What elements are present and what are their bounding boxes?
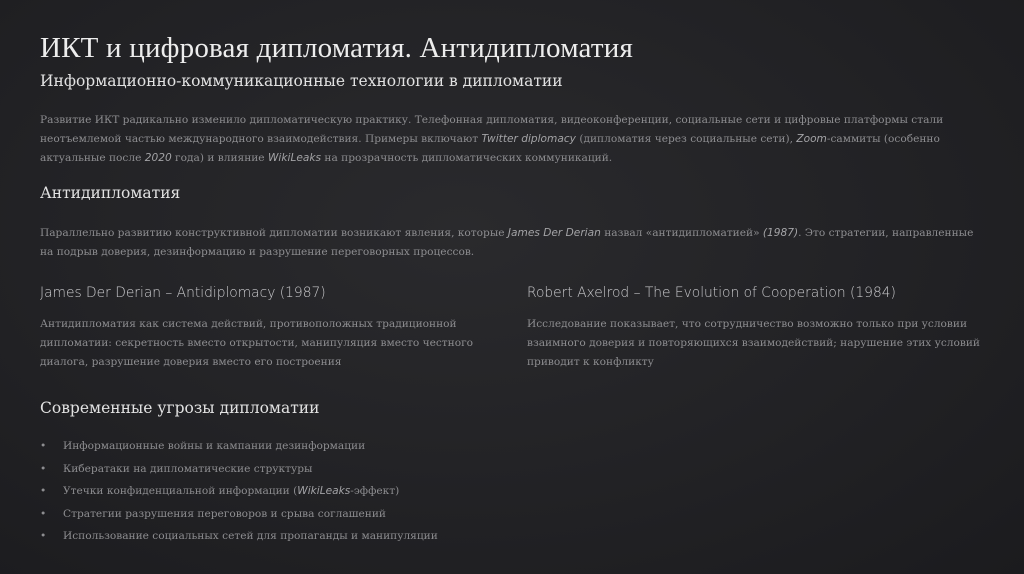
bullet: • [40,462,47,475]
threat-text: Использование социальных сетей для пропаганды и манипуляции [63,530,438,542]
threat-item [40,482,438,505]
threat-text: Информационные войны и кампании дезинформации [63,440,366,452]
threat-item [40,437,438,460]
threat-item [40,460,438,483]
slide-subtitle: Информационно-коммуникационные технологии в дипломатии [40,72,563,90]
bullet: • [40,507,47,520]
anti-emph-year: (1987) [762,227,799,239]
threats-heading: Современные угрозы дипломатии [40,399,320,417]
threat-text: Стратегии разрушения переговоров и срыва соглашений [63,507,386,520]
axelrod-text: Исследование показывает, что сотрудничество возможно только при условии взаимного доверия и повторяющихся взаимодействий; нарушение этих условий приводит к конфликту [527,318,980,368]
intro-emph-wikileaks: WikiLeaks [267,152,322,164]
intro-emph-twitter: Twitter diplomacy [481,133,576,145]
antidiplomacy-paragraph [40,224,985,262]
slide-title: ИКТ и цифровая дипломатия. Антидипломатия [40,32,634,64]
threat-text-pre: Утечки конфиденциальной информации ( [63,485,298,497]
bullet: • [40,440,47,452]
anti-emph-author: James Der Derian [507,227,601,239]
anti-text-3: . Это стратегии, направленные на подрыв доверия, дезинформацию и разрушение переговорных процессов. [40,227,974,258]
intro-text-2: (дипломатия через социальные сети), [575,133,797,145]
intro-text-3: -саммиты (особенно актуальные после [40,133,940,164]
bullet: • [40,530,47,542]
anti-text-2: назвал «антидипломатией» [600,227,763,239]
intro-emph-year: 2020 [144,152,172,164]
threat-item [40,505,438,528]
der-derian-title: James Der Derian – Antidiplomacy (1987) [40,285,326,301]
antidiplomacy-heading: Антидипломатия [40,184,181,202]
intro-paragraph [40,111,985,168]
intro-text-4: года) и влияние [171,152,268,164]
threats-list [40,437,438,550]
anti-text-1: Параллельно развитию конструктивной дипломатии возникают явления, которые [40,227,508,239]
threat-emph-wikileaks: WikiLeaks [297,485,351,497]
threat-text: Кибератаки на дипломатические структуры [63,462,313,475]
der-derian-text: Антидипломатия как система действий, противоположных традиционной дипломатии: секретность вместо открытости, манипуляция вместо честного диалога, разрушение доверия вместо его построения [40,318,473,368]
intro-text-1: Развитие ИКТ радикально изменило дипломатическую практику. Телефонная дипломатия, видеоконференции, социальные сети и цифровые платформы стали неотъемлемой частью международного взаимодействия. Примеры включают [40,114,944,145]
intro-text-5: на прозрачность дипломатических коммуникаций. [321,152,613,164]
threat-item [40,527,438,550]
intro-emph-zoom: Zoom [796,133,827,145]
threat-text-post: -эффект) [350,485,400,497]
bullet: • [40,485,47,497]
axelrod-title: Robert Axelrod – The Evolution of Cooperation (1984) [527,285,896,301]
